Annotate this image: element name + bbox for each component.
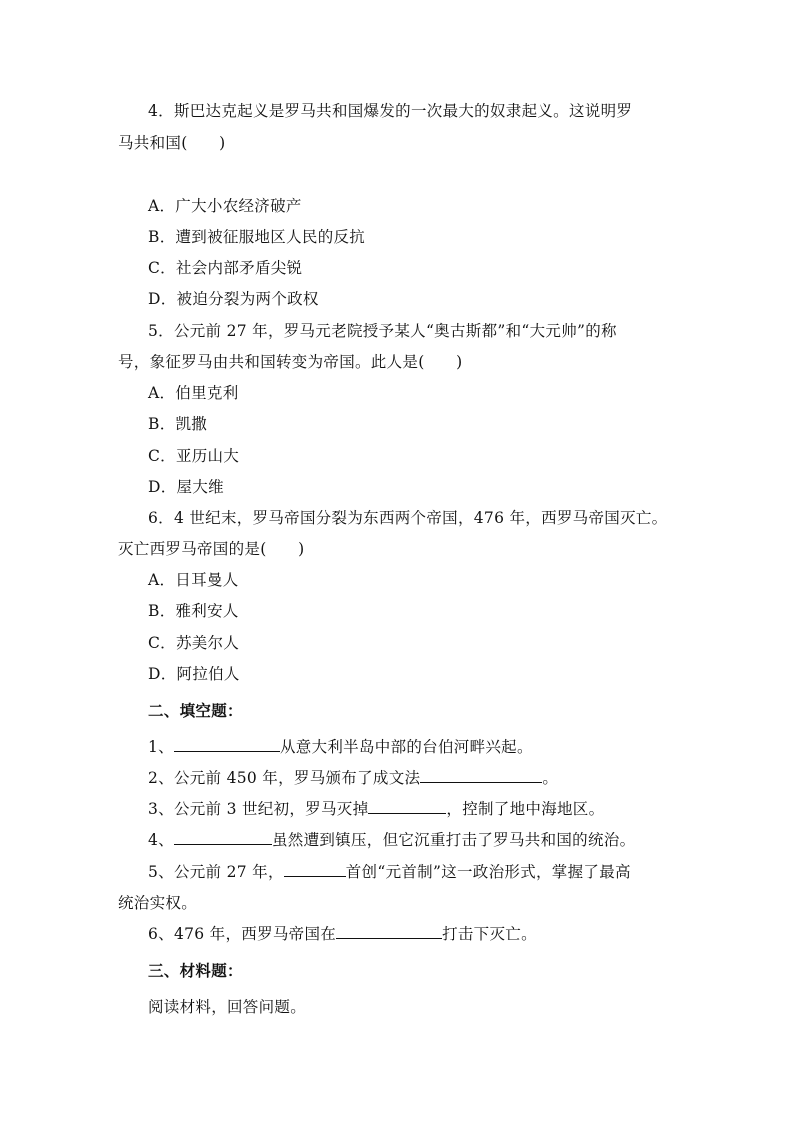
fill-item-6-post: 打击下灭亡。 — [442, 925, 537, 943]
fill-item-3-post: ，控制了地中海地区。 — [446, 800, 605, 818]
fill-item-1-pre: 1、 — [148, 738, 174, 756]
fill-blank-1[interactable] — [174, 737, 280, 752]
question-6-option-a: A．日耳曼人 — [148, 571, 239, 589]
fill-item-2-post: 。 — [542, 769, 559, 787]
fill-blank-4[interactable] — [174, 830, 272, 845]
fill-item-3-pre: 3、公元前 3 世纪初，罗马灭掉 — [148, 800, 369, 818]
fill-item-3 — [148, 799, 604, 819]
question-4-option-a: A．广大小农经济破产 — [148, 197, 302, 215]
material-section-heading: 三、材料题： — [148, 962, 243, 980]
fill-blank-6[interactable] — [336, 924, 442, 939]
question-6-option-d: D．阿拉伯人 — [148, 665, 240, 683]
question-6-option-b: B．雅利安人 — [148, 602, 239, 620]
question-4-text: 4．斯巴达克起义是罗马共和国爆发的一次最大的奴隶起义。这说明罗 — [148, 102, 633, 120]
question-5-option-a: A．伯里克利 — [148, 384, 239, 402]
question-6-option-c: C．苏美尔人 — [148, 634, 240, 652]
fill-item-5-pre: 5、公元前 27 年， — [148, 863, 284, 881]
fill-item-6 — [148, 924, 537, 944]
fill-item-5-post: 首创“元首制”这一政治形式，掌握了最高 — [345, 863, 631, 881]
fill-item-1 — [148, 737, 533, 757]
fill-item-1-post: 从意大利半岛中部的台伯河畔兴起。 — [279, 738, 533, 756]
fill-section-heading: 二、填空题： — [148, 702, 243, 720]
question-5-option-c: C．亚历山大 — [148, 447, 240, 465]
question-5-option-d: D．屋大维 — [148, 478, 224, 496]
question-4-option-b: B．遭到被征服地区人民的反抗 — [148, 228, 366, 246]
fill-item-5 — [148, 862, 631, 882]
fill-item-4-post: 虽然遭到镇压，但它沉重打击了罗马共和国的统治。 — [271, 831, 636, 849]
question-4-option-c: C．社会内部矛盾尖锐 — [148, 259, 303, 277]
fill-blank-5[interactable] — [284, 862, 346, 877]
question-6-text-cont: 灭亡西罗马帝国的是( ) — [118, 540, 305, 558]
fill-blank-2[interactable] — [420, 768, 542, 783]
question-5-option-b: B．凯撒 — [148, 415, 208, 433]
fill-item-6-pre: 6、476 年，西罗马帝国在 — [148, 925, 337, 943]
fill-item-4 — [148, 830, 635, 850]
fill-item-2-pre: 2、公元前 450 年，罗马颁布了成文法 — [148, 769, 421, 787]
question-5-text: 5．公元前 27 年，罗马元老院授予某人“奥古斯都”和“大元帅”的称 — [148, 322, 617, 340]
fill-item-4-pre: 4、 — [148, 831, 174, 849]
material-intro: 阅读材料，回答问题。 — [148, 998, 307, 1016]
question-5-text-cont: 号，象征罗马由共和国转变为帝国。此人是( ) — [118, 353, 463, 371]
question-6-text: 6．4 世纪末，罗马帝国分裂为东西两个帝国，476 年，西罗马帝国灭亡。 — [148, 509, 668, 527]
question-4-text-cont: 马共和国( ) — [118, 134, 226, 152]
fill-item-2 — [148, 768, 558, 788]
fill-item-5-cont: 统治实权。 — [118, 894, 198, 912]
question-4-option-d: D．被迫分裂为两个政权 — [148, 290, 319, 308]
fill-blank-3[interactable] — [368, 799, 446, 814]
